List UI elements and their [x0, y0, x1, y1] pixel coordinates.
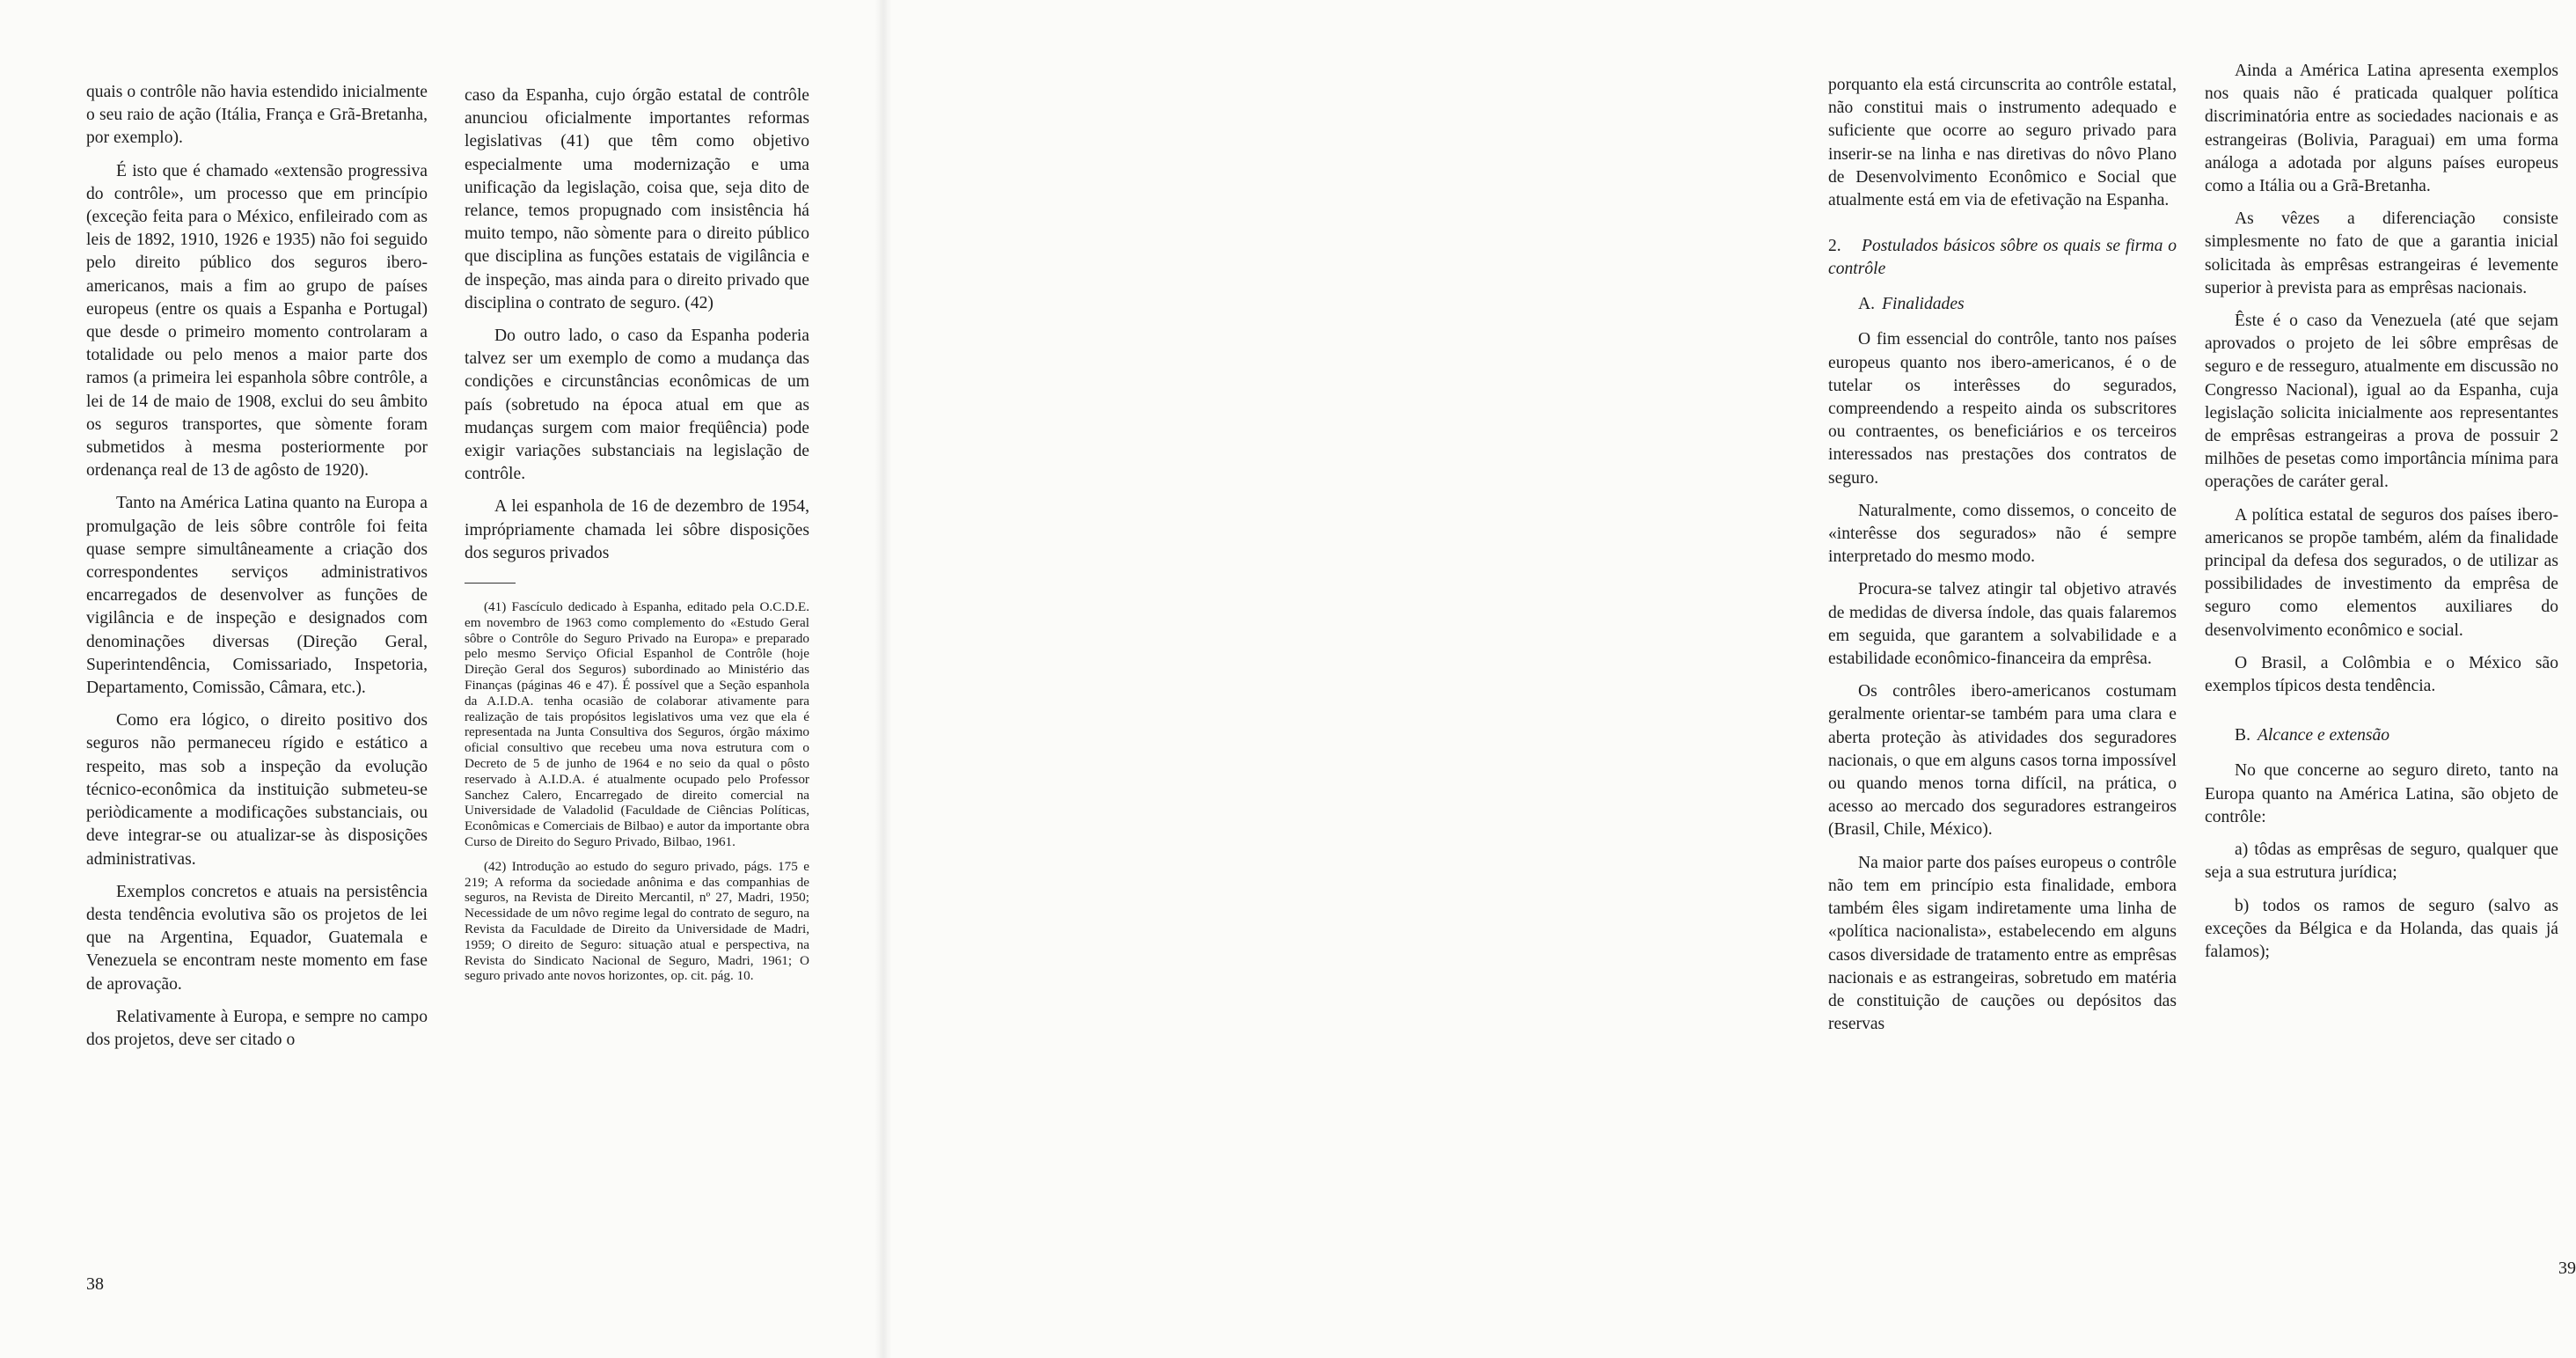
right-page — [889, 0, 2576, 1358]
paragraph: Na maior parte dos países europeus o contrôle não tem em princípio esta finalidade, embora também êles sigam indiretamente uma linha de «política nacionalista», estabelecendo em alguns casos diversidade de tratamento entre as emprêsas nacionais e as estrangeiras, sobretudo em matéria de constituição de cauções ou depósitos das reservas — [1828, 853, 2177, 1034]
subsection-title: Alcance e extensão — [2257, 726, 2390, 745]
right-page-column-1 — [1828, 74, 2177, 1046]
paragraph: Procura-se talvez atingir tal objetivo através de medidas de diversa índole, das quais falaremos em seguida, que garantem a solvabilidade e a estabilidade econômico-financeira da emprêsa. — [1828, 580, 2177, 669]
paragraph: Do outro lado, o caso da Espanha poderia talvez ser um exemplo de como a mudança das condições e circunstâncias econômicas de um país (sobretudo na época atual em que as mudanças surgem com maior freqüência) pode exigir variações substanciais na legislação de contrôle. — [465, 327, 809, 484]
left-page-column-1 — [86, 81, 428, 1061]
footnote-42: (42) Introdução ao estudo do seguro privado, págs. 175 e 219; A reforma da sociedade anônima e das companhias de seguros, na Revista de Direito Mercantil, nº 27, Madri, 1950; Necessidade de um nôvo regime legal do contrato de seguro, na Revista da Faculdade de Direito da Universidade de Madri, 1959; O direito de Seguro: situação atual e perspectiva, na Revista do Sindicato Nacional de Seguro, Madri, 1961; O seguro privado ante novos horizontes, op. cit. pág. 10. — [465, 858, 809, 984]
paragraph: quais o contrôle não havia estendido inicialmente o seu raio de ação (Itália, França e Grã-Bretanha, por exemplo). — [86, 83, 428, 148]
paragraph: Como era lógico, o direito positivo dos seguros não permaneceu rígido e estático a respeito, mas sob a inspeção da evolução técnico-econômica da instituição submeteu-se periòdicamente a modificações substanciais, ou deve integrar-se ou atualizar-se às disposições administrativas. — [86, 711, 428, 869]
subsection-title: Finalidades — [1882, 295, 1965, 314]
paragraph: No que concerne ao seguro direto, tanto na Europa quanto na América Latina, são objeto de contrôle: — [2205, 761, 2558, 826]
left-page — [0, 0, 880, 1358]
paragraph: A lei espanhola de 16 de dezembro de 1954, imprópriamente chamada lei sôbre disposições dos seguros privados — [465, 497, 809, 562]
paragraph: Os contrôles ibero-americanos costumam geralmente orientar-se também para uma clara e aberta proteção às atividades dos seguradores nacionais, o que em alguns casos torna impossível ou quando menos torna difícil, na prática, o acesso ao mercado dos seguradores estrangeiros (Brasil, Chile, México). — [1828, 682, 2177, 840]
paragraph: O Brasil, a Colômbia e o México são exemplos típicos desta tendência. — [2205, 653, 2558, 696]
paragraph: O fim essencial do contrôle, tanto nos países europeus quanto nos ibero-americanos, é o de tutelar os interêsses do segurados, compreendendo a respeito ainda os subscritores ou contraentes, os beneficiários e os terceiros interessados nas prestações dos contratos de seguro. — [1828, 330, 2177, 488]
page-number-left: 38 — [86, 1274, 104, 1294]
paragraph: porquanto ela está circunscrita ao contrôle estatal, não constitui mais o instrumento adequado e suficiente que ocorre ao seguro privado para inserir-se na linha e nas diretivas do nôvo Plano de Desenvolvimento Econômico e Social que atualmente está em via de efetivação na Espanha. — [1828, 76, 2177, 210]
subsection-letter: B. — [2235, 726, 2250, 745]
paragraph: É isto que é chamado «extensão progressiva do contrôle», um processo que em princípio (exceção feita para o México, enfileirado com as leis de 1892, 1910, 1926 e 1935) não foi seguido pelo direito público dos seguros ibero-americanos, mais a fim ao grupo de países europeus (entre os quais a Espanha e Portugal) que desde o primeiro momento controlaram a totalidade ou pelo menos a maior parte dos ramos (a primeira lei espanhola sôbre contrôle, a lei de 14 de maio de 1908, exclui do seu âmbito os seguros transportes, que sòmente foram submetidos à mesma posteriormente por ordenança real de 13 de agôsto de 1920). — [86, 161, 428, 481]
paragraph: Ainda a América Latina apresenta exemplos nos quais não é praticada qualquer política discriminatória entre as sociedades nacionais e as estrangeiras (Bolivia, Paraguai) em uma forma análoga a adotada por alguns países europeus como a Itália ou a Grã-Bretanha. — [2205, 62, 2558, 196]
paragraph: Êste é o caso da Venezuela (até que sejam aprovados o projeto de lei sôbre emprêsas de seguro e de resseguro, atualmente em discussão no Congresso Nacional), igual ao da Espanha, cuja legislação solicita inicialmente aos representantes de emprêsas estrangeiras a prova de possuir 2 milhões de pesetas como importância mínima para operações de caráter geral. — [2205, 312, 2558, 492]
paragraph: caso da Espanha, cujo órgão estatal de contrôle anunciou oficialmente importantes reformas legislativas (41) que têm como objetivo especialmente uma modernização e uma unificação da legislação, coisa que, seja dito de relance, temos propugnado com insistência há muito tempo, não sòmente para o direito público que disciplina as funções estatais de vigilância e de inspeção, mas ainda para o direito privado que disciplina o contrato de seguro. (42) — [465, 86, 809, 312]
paragraph: As vêzes a diferenciação consiste simplesmente no fato de que a garantia inicial solicitada às emprêsas estrangeiras é levemente superior à prevista para as emprêsas nacionais. — [2205, 209, 2558, 297]
paragraph: Exemplos concretos e atuais na persistência desta tendência evolutiva são os projetos de lei que na Argentina, Equador, Guatemala e Venezuela se encontram neste momento em fase de aprovação. — [86, 882, 428, 994]
section-heading — [1828, 235, 2177, 281]
right-page-column-2 — [2205, 60, 2558, 973]
page-number-right: 39 — [2558, 1259, 2576, 1278]
subsection-heading-b — [2235, 724, 2558, 747]
section-title: Postulados básicos sôbre os quais se firma o contrôle — [1828, 237, 2177, 279]
list-item: a) tôdas as emprêsas de seguro, qualquer que seja a sua estrutura jurídica; — [2205, 840, 2558, 883]
paragraph: Naturalmente, como dissemos, o conceito de «interêsse dos segurados» não é sempre interpretado do mesmo modo. — [1828, 501, 2177, 567]
paragraph: Relativamente à Europa, e sempre no campo dos projetos, deve ser citado o — [86, 1007, 428, 1049]
paragraph: Tanto na América Latina quanto na Europa a promulgação de leis sôbre contrôle foi feita quase sempre simultâneamente a criação dos correspondentes serviços administrativos encarregados de desenvolver as funções de vigilância e de inspeção e designados com denominações diversas (Direção Geral, Superintendência, Comissariado, Inspetoria, Departamento, Comissão, Câmara, etc.). — [86, 494, 428, 698]
left-page-column-2 — [465, 84, 809, 993]
subsection-heading-a — [1858, 293, 2177, 316]
footnote-41: (41) Fascículo dedicado à Espanha, editado pela O.C.D.E. em novembro de 1963 como complemento do «Estudo Geral sôbre o Contrôle do Seguro Privado na Europa» e preparado pelo mesmo Serviço Oficial Espanhol de Contrôle (hoje Direção Geral dos Seguros) subordinado ao Ministério das Finanças (páginas 46 e 47). É possível que a Seção espanhola da A.I.D.A. tenha ocasião de colaborar ativamente para realização de tais propósitos legislativos uma vez que ela é representada na Junta Consultiva dos Seguros, órgão máximo oficial consultivo que recebeu uma nova estrutura com o Decreto de 5 de junho de 1964 e no seio da qual o pôsto reservado à A.I.D.A. é atualmente ocupado pelo Professor Sanchez Calero, Encarregado de direito comercial na Universidade de Valadolid (Faculdade de Ciências Políticas, Econômicas e Comerciais de Bilbao) e autor da importante obra Curso de Direito do Seguro Privado, Bilbao, 1961. — [465, 599, 809, 850]
footnote-divider — [465, 583, 516, 584]
section-number: 2. — [1828, 237, 1841, 256]
subsection-letter: A. — [1858, 295, 1876, 314]
footnotes — [465, 599, 809, 984]
list-item: b) todos os ramos de seguro (salvo as exceções da Bélgica e da Holanda, das quais já falamos); — [2205, 896, 2558, 961]
paragraph: A política estatal de seguros dos países ibero-americanos se propõe também, além da finalidade principal da defesa dos segurados, o de utilizar as possibilidades de investimento da emprêsa de seguro como elementos auxiliares do desenvolvimento econômico e social. — [2205, 505, 2558, 640]
